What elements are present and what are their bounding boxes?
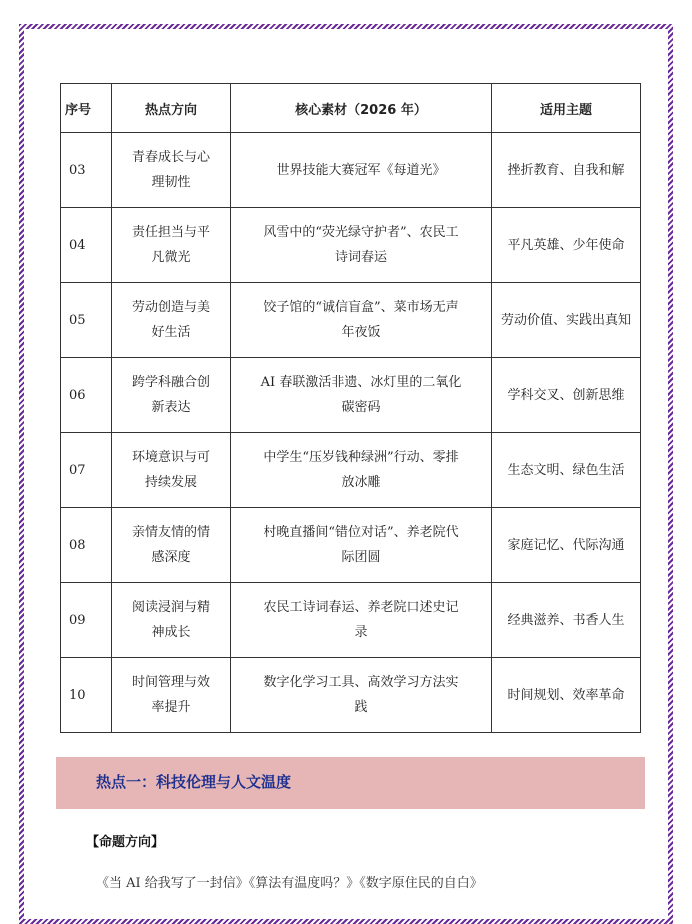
row-theme-cell: 家庭记忆、代际沟通 [492,508,641,583]
table-row [61,583,641,658]
row-number-cell: 03 [61,133,112,208]
row-material-cell: 农民工诗词春运、养老院口述史记录 [231,583,492,658]
table-row [61,208,641,283]
row-number-cell: 09 [61,583,112,658]
direction-label: 【命题方向】 [86,835,165,850]
row-topic-cell: 亲情友情的情感深度 [112,508,231,583]
row-topic-cell: 劳动创造与美好生活 [112,283,231,358]
table-row [61,508,641,583]
row-topic-cell: 责任担当与平凡微光 [112,208,231,283]
row-number-cell: 10 [61,658,112,733]
row-topic-cell: 时间管理与效率提升 [112,658,231,733]
row-number-cell: 08 [61,508,112,583]
row-theme-cell: 劳动价值、实践出真知 [492,283,641,358]
hot-section-title: 热点一：科技伦理与人文温度 [96,773,292,791]
hot-topics-table-container [60,83,640,733]
table-row [61,358,641,433]
table-body [61,133,641,733]
row-material-cell: 饺子馆的“诚信盲盒”、菜市场无声年夜饭 [231,283,492,358]
row-topic-cell: 阅读浸润与精神成长 [112,583,231,658]
row-material-cell: AI 春联激活非遗、冰灯里的二氧化碳密码 [231,358,492,433]
row-number-cell: 06 [61,358,112,433]
header-theme: 适用主题 [492,84,641,133]
table-row [61,283,641,358]
header-number: 序号 [61,84,112,133]
row-topic-cell: 跨学科融合创新表达 [112,358,231,433]
row-topic-cell: 青春成长与心理韧性 [112,133,231,208]
row-number-cell: 04 [61,208,112,283]
row-material-cell: 世界技能大赛冠军《每道光》 [231,133,492,208]
row-theme-cell: 时间规划、效率革命 [492,658,641,733]
row-material-cell: 村晚直播间“错位对话”、养老院代际团圆 [231,508,492,583]
example-titles: 《当 AI 给我写了一封信》《算法有温度吗？》《数字原住民的自白》 [96,876,483,891]
hot-section-banner [56,757,645,809]
row-theme-cell: 生态文明、绿色生活 [492,433,641,508]
row-topic-cell: 环境意识与可持续发展 [112,433,231,508]
header-material: 核心素材（2026 年） [231,84,492,133]
table-header-row [61,84,641,133]
table-row [61,133,641,208]
header-topic: 热点方向 [112,84,231,133]
table-row [61,658,641,733]
row-material-cell: 数字化学习工具、高效学习方法实践 [231,658,492,733]
row-theme-cell: 学科交叉、创新思维 [492,358,641,433]
row-number-cell: 05 [61,283,112,358]
row-material-cell: 中学生“压岁钱种绿洲”行动、零排放冰雕 [231,433,492,508]
row-theme-cell: 经典滋养、书香人生 [492,583,641,658]
table-row [61,433,641,508]
hot-topics-table [60,83,641,733]
row-number-cell: 07 [61,433,112,508]
row-material-cell: 风雪中的“荧光绿守护者”、农民工诗词春运 [231,208,492,283]
row-theme-cell: 平凡英雄、少年使命 [492,208,641,283]
row-theme-cell: 挫折教育、自我和解 [492,133,641,208]
